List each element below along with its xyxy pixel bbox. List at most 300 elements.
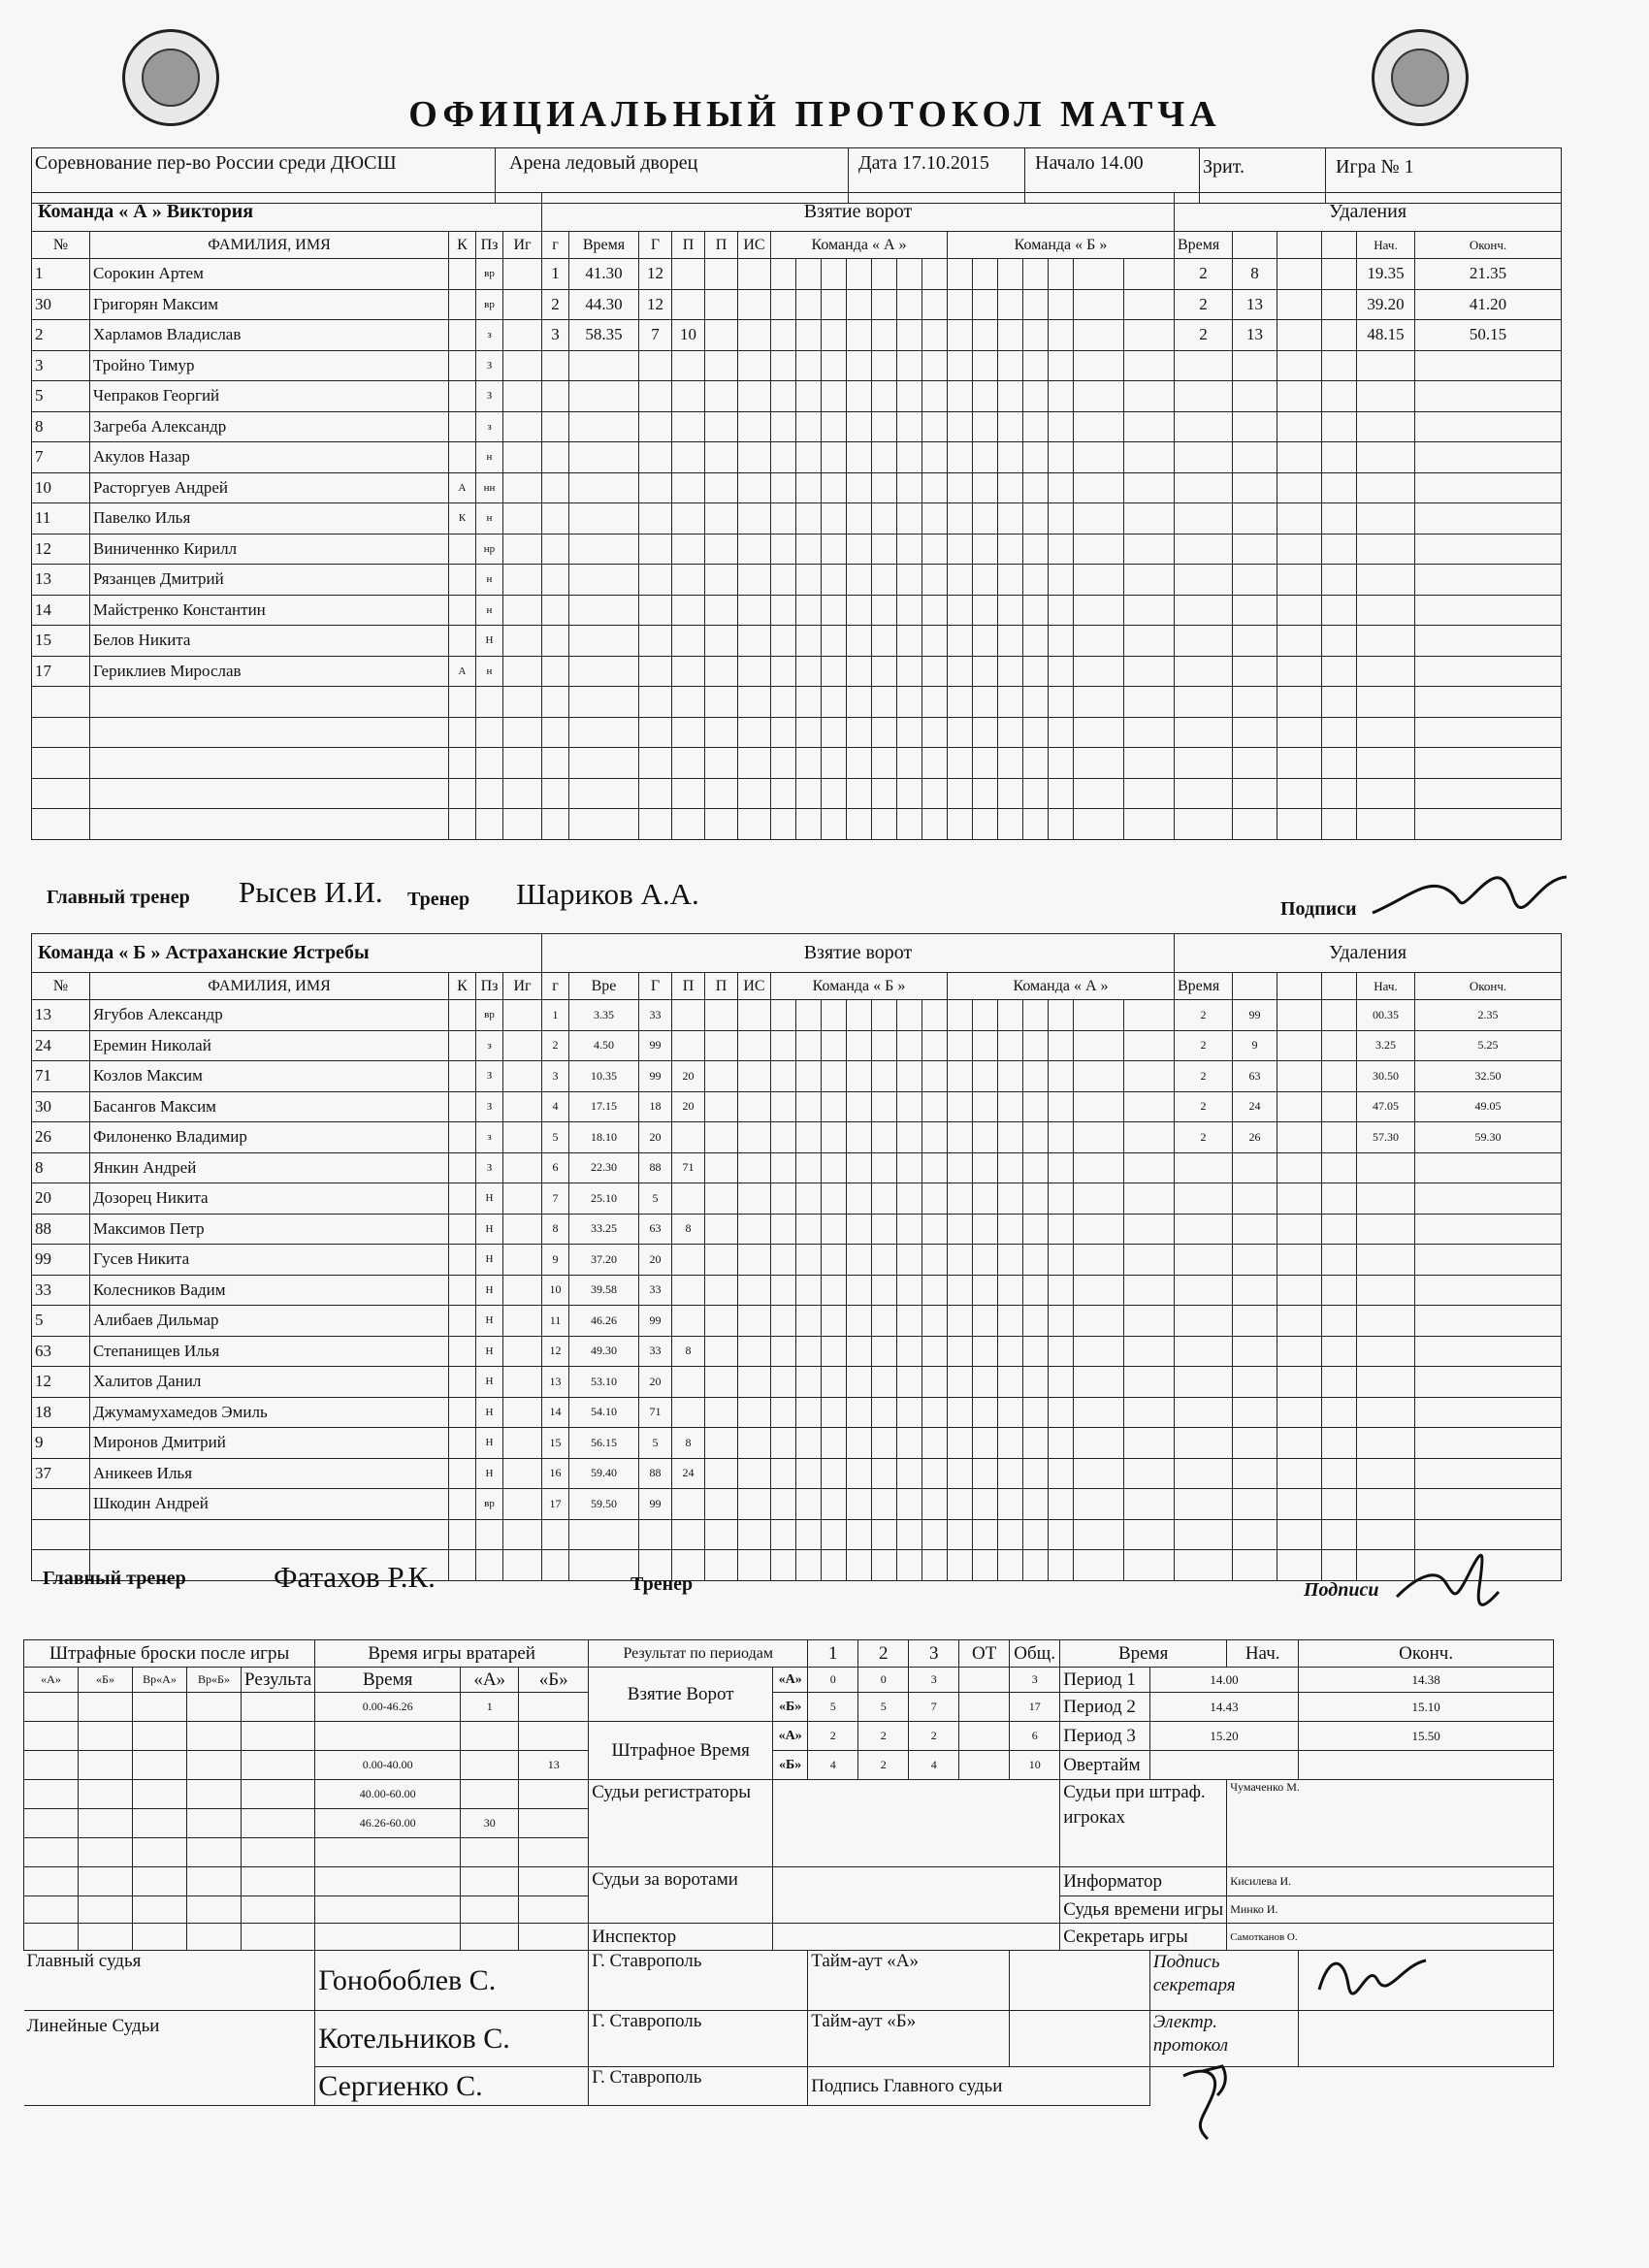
teamA-player-k bbox=[449, 442, 476, 473]
teamB-player-ig bbox=[503, 1183, 542, 1215]
teamA-col-pen-time: Время bbox=[1175, 232, 1233, 259]
teamA-player-num: 15 bbox=[32, 626, 90, 657]
teamB-lineup-cell bbox=[847, 1519, 872, 1550]
teamA-pen-player bbox=[1233, 472, 1277, 503]
teamA-lineup-cell bbox=[1023, 442, 1049, 473]
teamA-lineup-cell bbox=[796, 350, 822, 381]
teamB-player-num bbox=[32, 1519, 90, 1550]
teamA-lineup-cell bbox=[897, 595, 922, 626]
goals-b-label: «Б» bbox=[773, 1693, 808, 1722]
teamA-lineup-cell bbox=[897, 381, 922, 412]
teamB-goal-assist2 bbox=[705, 1519, 738, 1550]
teamA-pen-end bbox=[1415, 381, 1562, 412]
teamA-player-num bbox=[32, 748, 90, 779]
teamA-player-pz: н bbox=[476, 656, 503, 687]
teamB-lineup-cell bbox=[847, 1367, 872, 1398]
teamA-lineup-cell bbox=[847, 595, 872, 626]
teamB-lineup-cell bbox=[796, 1367, 822, 1398]
teamB-goal-is bbox=[738, 1122, 771, 1153]
teamB-lineup-cell bbox=[872, 1061, 897, 1092]
teamB-lineup-cell bbox=[897, 1306, 922, 1337]
teamB-lineup-cell bbox=[1023, 1519, 1049, 1550]
teamB-lineup-cell bbox=[948, 1245, 973, 1276]
teamB-lineup-cell bbox=[973, 1122, 998, 1153]
teamA-player-pz: З bbox=[476, 381, 503, 412]
teamA-col-pz: Пз bbox=[476, 232, 503, 259]
teamA-goal-scorer bbox=[639, 350, 672, 381]
teamB-pen-x bbox=[1277, 1152, 1322, 1183]
teamA-goal-scorer bbox=[639, 595, 672, 626]
teamA-lineup-cell bbox=[1124, 748, 1175, 779]
teamA-goal-time bbox=[569, 472, 639, 503]
teamA-pen-min bbox=[1175, 565, 1233, 596]
teamA-pen-end bbox=[1415, 565, 1562, 596]
teamA-lineup-cell bbox=[1049, 748, 1074, 779]
teamB-lineup-cell bbox=[897, 1397, 922, 1428]
teamB-lineup-cell bbox=[771, 1519, 796, 1550]
teamA-lineup-cell bbox=[1124, 595, 1175, 626]
teamA-goal-time bbox=[569, 411, 639, 442]
teamB-pen-start bbox=[1357, 1214, 1415, 1245]
pen-label: Штрафное Время bbox=[589, 1722, 773, 1780]
teamB-lineup-cell bbox=[1023, 1489, 1049, 1520]
teamB-lineup-cell bbox=[973, 1214, 998, 1245]
teamB-lineup-cell bbox=[1074, 1489, 1124, 1520]
teamB-col-IS: ИС bbox=[738, 973, 771, 1000]
teamA-lineup-cell bbox=[847, 411, 872, 442]
teamB-lineup-cell bbox=[1074, 1458, 1124, 1489]
teamA-lineup-cell bbox=[872, 565, 897, 596]
goals-b-3 bbox=[959, 1693, 1010, 1722]
gk-empty bbox=[519, 1838, 589, 1867]
teamB-goal-assist bbox=[672, 1030, 705, 1061]
pen-a-0: 2 bbox=[808, 1722, 858, 1751]
teamA-player-ig bbox=[503, 809, 542, 840]
teamB-goal-scorer: 33 bbox=[639, 1000, 672, 1031]
teamA-pen-min bbox=[1175, 748, 1233, 779]
teamA-player-k bbox=[449, 626, 476, 657]
teamA-player-ig bbox=[503, 687, 542, 718]
teamA-player-num: 30 bbox=[32, 289, 90, 320]
page-title: ОФИЦИАЛЬНЫЙ ПРОТОКОЛ МАТЧА bbox=[408, 94, 1221, 135]
pen-b-0: 4 bbox=[808, 1751, 858, 1780]
teamB-pen-end bbox=[1415, 1306, 1562, 1337]
goals-b-2: 7 bbox=[909, 1693, 959, 1722]
teamB-pen-x bbox=[1277, 1367, 1322, 1398]
teamB-pen-player bbox=[1233, 1550, 1277, 1581]
teamB-goal-assist2 bbox=[705, 1183, 738, 1215]
main-referee-signature-icon bbox=[1174, 2057, 1242, 2144]
teamA-lineup-cell bbox=[948, 442, 973, 473]
spectators: Зрит. bbox=[1200, 148, 1326, 204]
teamA-player-name: Рязанцев Дмитрий bbox=[90, 565, 449, 596]
start-time: Начало 14.00 bbox=[1025, 148, 1200, 204]
teamB-pen-y bbox=[1322, 1550, 1357, 1581]
teamA-lineup-cell bbox=[922, 778, 948, 809]
teamA-goal-assist bbox=[672, 687, 705, 718]
teamB-player-name: Колесников Вадим bbox=[90, 1275, 449, 1306]
teamA-goal-is bbox=[738, 442, 771, 473]
teamB-player-ig bbox=[503, 1458, 542, 1489]
teamA-goal-num: 3 bbox=[542, 320, 569, 351]
teamB-player-name: Халитов Данил bbox=[90, 1367, 449, 1398]
teamB-goal-time bbox=[569, 1550, 639, 1581]
teamB-goal-is bbox=[738, 1091, 771, 1122]
gk-empty bbox=[315, 1867, 461, 1896]
goalie-time-2: 0.00-40.00 bbox=[315, 1751, 461, 1780]
teamB-lineup-cell bbox=[796, 1336, 822, 1367]
teamA-goal-is bbox=[738, 717, 771, 748]
teamB-lineup-cell bbox=[771, 1245, 796, 1276]
teamA-lineup-cell bbox=[1074, 565, 1124, 596]
shootout-cell bbox=[133, 1751, 187, 1780]
teamA-pen-min bbox=[1175, 656, 1233, 687]
teamA-pen-y bbox=[1322, 687, 1357, 718]
teamB-pen-player bbox=[1233, 1458, 1277, 1489]
teamB-pen-y bbox=[1322, 1397, 1357, 1428]
teamB-player-name: Ягубов Александр bbox=[90, 1000, 449, 1031]
teamA-goal-assist2 bbox=[705, 565, 738, 596]
teamA-player-pz: вр bbox=[476, 259, 503, 290]
teamB-lineup-cell bbox=[771, 1397, 796, 1428]
teamB-lineup-cell bbox=[1023, 1061, 1049, 1092]
teamA-pen-y bbox=[1322, 656, 1357, 687]
teamB-pen-start bbox=[1357, 1489, 1415, 1520]
teamB-player-name: Аникеев Илья bbox=[90, 1458, 449, 1489]
teamB-lineup-cell bbox=[1074, 1397, 1124, 1428]
teamB-lineup-cell bbox=[1074, 1183, 1124, 1215]
teamA-pen-min bbox=[1175, 626, 1233, 657]
teamA-player-pz: вр bbox=[476, 289, 503, 320]
teamB-player-pz: вр bbox=[476, 1000, 503, 1031]
teamB-goal-assist: 71 bbox=[672, 1152, 705, 1183]
teamB-lineup-cell bbox=[771, 1214, 796, 1245]
teamA-player-name: Расторгуев Андрей bbox=[90, 472, 449, 503]
teamA-goal-assist: 10 bbox=[672, 320, 705, 351]
teamB-goal-assist bbox=[672, 1000, 705, 1031]
teamA-lineup-cell bbox=[998, 748, 1023, 779]
teamB-goal-time: 49.30 bbox=[569, 1336, 639, 1367]
overtime-end bbox=[1299, 1751, 1554, 1780]
teamB-pen-end bbox=[1415, 1367, 1562, 1398]
teamA-goal-num bbox=[542, 748, 569, 779]
teamA-goal-num bbox=[542, 565, 569, 596]
teamB-col-pen-x bbox=[1277, 973, 1322, 1000]
teamA-goal-assist bbox=[672, 350, 705, 381]
teamA-player-pz: н bbox=[476, 442, 503, 473]
teamA-lineup-cell bbox=[771, 259, 796, 290]
teamA-lineup-cell bbox=[948, 320, 973, 351]
teamB-lineup-cell bbox=[796, 1152, 822, 1183]
gk-empty bbox=[461, 1924, 519, 1951]
team-a-trainer-label: Тренер bbox=[407, 889, 470, 910]
teamB-col-pen-time: Время bbox=[1175, 973, 1233, 1000]
goalie-b-0 bbox=[519, 1693, 589, 1722]
teamA-pen-min bbox=[1175, 809, 1233, 840]
teamB-player-ig bbox=[503, 1519, 542, 1550]
teamA-player-name: Тройно Тимур bbox=[90, 350, 449, 381]
shootout-cell bbox=[79, 1693, 133, 1722]
teamB-pen-y bbox=[1322, 1245, 1357, 1276]
teamB-lineup-cell bbox=[771, 1122, 796, 1153]
teamA-player-name: Харламов Владислав bbox=[90, 320, 449, 351]
teamB-lineup-cell bbox=[922, 1245, 948, 1276]
teamA-pen-min bbox=[1175, 534, 1233, 565]
linesman-1-name: Котельников С. bbox=[315, 2011, 589, 2067]
teamA-player-ig bbox=[503, 717, 542, 748]
teamA-player-name bbox=[90, 809, 449, 840]
teamA-goal-time bbox=[569, 656, 639, 687]
teamB-pen-x bbox=[1277, 1122, 1322, 1153]
teamB-player-name: Филоненко Владимир bbox=[90, 1122, 449, 1153]
goalie-b-1 bbox=[519, 1722, 589, 1751]
period-3-start: 15.20 bbox=[1149, 1722, 1298, 1751]
teamB-player-pz: З bbox=[476, 1091, 503, 1122]
period-time-col-1: Нач. bbox=[1227, 1640, 1299, 1668]
teamA-player-ig bbox=[503, 442, 542, 473]
teamB-player-pz: з bbox=[476, 1030, 503, 1061]
teamB-goal-time: 54.10 bbox=[569, 1397, 639, 1428]
teamB-lineup-cell bbox=[771, 1061, 796, 1092]
teamA-lineup-cell bbox=[1049, 320, 1074, 351]
teamB-lineup-cell bbox=[922, 1397, 948, 1428]
teamA-lineup-cell bbox=[771, 595, 796, 626]
e-protocol-value bbox=[1299, 2011, 1554, 2067]
teamA-goal-scorer: 12 bbox=[639, 289, 672, 320]
teamB-lineup-cell bbox=[948, 1091, 973, 1122]
teamA-player-ig bbox=[503, 350, 542, 381]
teamB-player-num: 37 bbox=[32, 1458, 90, 1489]
teamB-lineup-cell bbox=[922, 1122, 948, 1153]
teamA-lineup-cell bbox=[922, 717, 948, 748]
teamB-lineup-cell bbox=[847, 1061, 872, 1092]
teamB-pen-min: 2 bbox=[1175, 1091, 1233, 1122]
teamB-pen-player bbox=[1233, 1336, 1277, 1367]
teamB-lineup-cell bbox=[872, 1397, 897, 1428]
teamB-player-name: Шкодин Андрей bbox=[90, 1489, 449, 1520]
teamA-lineup-cell bbox=[897, 565, 922, 596]
teamB-lineup-cell bbox=[948, 1519, 973, 1550]
teamA-goal-scorer: 12 bbox=[639, 259, 672, 290]
teamB-pen-x bbox=[1277, 1550, 1322, 1581]
teamB-lineup-cell bbox=[948, 1550, 973, 1581]
teamA-goal-is bbox=[738, 472, 771, 503]
teamA-pen-x bbox=[1277, 350, 1322, 381]
teamA-pen-player bbox=[1233, 442, 1277, 473]
teamB-lineup-cell bbox=[1124, 1519, 1175, 1550]
teamA-lineup-cell bbox=[796, 809, 822, 840]
teamA-lineup-cell bbox=[922, 411, 948, 442]
teamB-lineup-cell bbox=[948, 1275, 973, 1306]
teamA-goal-time bbox=[569, 381, 639, 412]
teamA-lineup-cell bbox=[973, 687, 998, 718]
teamB-lineup-cell bbox=[771, 1367, 796, 1398]
teamB-lineup-cell bbox=[1023, 1245, 1049, 1276]
teamB-lineup-cell bbox=[998, 1152, 1023, 1183]
teamB-lineup-cell bbox=[922, 1091, 948, 1122]
teamA-goal-time bbox=[569, 748, 639, 779]
teamB-player-num: 33 bbox=[32, 1275, 90, 1306]
teamB-goal-scorer: 18 bbox=[639, 1091, 672, 1122]
teamA-goal-assist bbox=[672, 717, 705, 748]
teamA-lineup-cell bbox=[1049, 717, 1074, 748]
teamA-lineup-cell bbox=[948, 565, 973, 596]
teamB-player-k bbox=[449, 1397, 476, 1428]
teamB-lineup-cell bbox=[822, 1397, 847, 1428]
teamB-lineup-cell bbox=[1049, 1275, 1074, 1306]
teamB-lineup-cell bbox=[973, 1550, 998, 1581]
teamA-lineup-cell bbox=[1124, 717, 1175, 748]
overtime-label: Овертайм bbox=[1060, 1751, 1150, 1780]
teamB-pen-start bbox=[1357, 1275, 1415, 1306]
teamA-lineup-cell bbox=[1074, 381, 1124, 412]
teamA-goal-scorer bbox=[639, 534, 672, 565]
teamA-lineup-cell bbox=[897, 809, 922, 840]
teamA-lineup-cell bbox=[897, 442, 922, 473]
teamA-pen-start bbox=[1357, 687, 1415, 718]
teamB-goal-scorer: 99 bbox=[639, 1306, 672, 1337]
teamA-lineup-cell bbox=[796, 320, 822, 351]
teamA-col-num: № bbox=[32, 232, 90, 259]
teamB-pen-player bbox=[1233, 1183, 1277, 1215]
teamA-goal-num bbox=[542, 503, 569, 535]
teamA-player-k bbox=[449, 717, 476, 748]
teamA-lineup-cell bbox=[822, 442, 847, 473]
teamA-pen-player bbox=[1233, 748, 1277, 779]
main-referee-name: Гонобоблев С. bbox=[315, 1951, 589, 2011]
teamB-pen-min bbox=[1175, 1183, 1233, 1215]
teamB-lineup-cell bbox=[796, 1397, 822, 1428]
teamA-goal-scorer bbox=[639, 442, 672, 473]
period-col-0: 1 bbox=[808, 1640, 858, 1668]
teamA-pen-start bbox=[1357, 503, 1415, 535]
teamA-pen-x bbox=[1277, 717, 1322, 748]
teamA-lineup-cell bbox=[973, 503, 998, 535]
teamA-goal-time bbox=[569, 778, 639, 809]
teamA-lineup-cell bbox=[1023, 717, 1049, 748]
teamA-lineup-cell bbox=[1074, 595, 1124, 626]
team-b-coach: Фатахов Р.К. bbox=[274, 1560, 436, 1594]
teamB-lineup-cell bbox=[1049, 1306, 1074, 1337]
teamA-col-IS: ИС bbox=[738, 232, 771, 259]
teamA-player-name: Акулов Назар bbox=[90, 442, 449, 473]
teamB-goal-assist bbox=[672, 1367, 705, 1398]
teamA-lineup-cell bbox=[872, 626, 897, 657]
teamA-goal-is bbox=[738, 656, 771, 687]
teamA-lineup-cell bbox=[1074, 259, 1124, 290]
teamB-lineup-cell bbox=[872, 1183, 897, 1215]
shootout-cell bbox=[242, 1780, 315, 1809]
teamA-lineup-cell bbox=[822, 381, 847, 412]
teamA-goal-time bbox=[569, 809, 639, 840]
teamA-lineup-cell bbox=[872, 778, 897, 809]
teamA-lineup-cell bbox=[922, 472, 948, 503]
teamA-lineup-cell bbox=[822, 717, 847, 748]
pen-b-4: 10 bbox=[1010, 1751, 1060, 1780]
teamA-player-ig bbox=[503, 381, 542, 412]
teamB-player-num: 30 bbox=[32, 1091, 90, 1122]
teamB-goals-title: Взятие ворот bbox=[542, 934, 1175, 973]
federation-logo-left bbox=[122, 29, 219, 126]
teamA-player-k bbox=[449, 778, 476, 809]
teamA-goal-is bbox=[738, 748, 771, 779]
teamB-col-g: г bbox=[542, 973, 569, 1000]
teamB-lineup-cell bbox=[1074, 1367, 1124, 1398]
teamB-lineup-cell bbox=[1124, 1245, 1175, 1276]
teamA-pen-y bbox=[1322, 809, 1357, 840]
team-a-signature-icon bbox=[1368, 859, 1571, 927]
teamA-lineup-cell bbox=[1074, 411, 1124, 442]
teamB-pen-min bbox=[1175, 1152, 1233, 1183]
teamA-col-ig: Иг bbox=[503, 232, 542, 259]
teamA-pen-start bbox=[1357, 534, 1415, 565]
teamB-pen-min: 2 bbox=[1175, 1122, 1233, 1153]
teamA-lineup-cell bbox=[796, 289, 822, 320]
teamA-lineup-cell bbox=[897, 687, 922, 718]
teamB-pen-end bbox=[1415, 1519, 1562, 1550]
teamA-player-k bbox=[449, 289, 476, 320]
teamB-lineup-cell bbox=[922, 1214, 948, 1245]
teamA-pen-end bbox=[1415, 626, 1562, 657]
teamB-pen-y bbox=[1322, 1152, 1357, 1183]
teamB-player-num: 71 bbox=[32, 1061, 90, 1092]
teamA-lineup-cell bbox=[998, 717, 1023, 748]
teamB-pen-x bbox=[1277, 1091, 1322, 1122]
teamB-lineup-cell bbox=[1023, 1550, 1049, 1581]
teamB-lineup-cell bbox=[1023, 1152, 1049, 1183]
teamA-lineup-cell bbox=[796, 565, 822, 596]
teamA-pen-player bbox=[1233, 626, 1277, 657]
teamB-goal-assist2 bbox=[705, 1030, 738, 1061]
shootout-cell bbox=[133, 1924, 187, 1951]
teamA-lineup-cell bbox=[771, 503, 796, 535]
teamA-lineup-cell bbox=[1124, 687, 1175, 718]
teamB-goal-is bbox=[738, 1245, 771, 1276]
teamA-pen-min bbox=[1175, 717, 1233, 748]
pen-a-1: 2 bbox=[858, 1722, 909, 1751]
teamA-lineup-cell bbox=[897, 320, 922, 351]
teamA-goal-assist bbox=[672, 289, 705, 320]
teamA-goal-assist bbox=[672, 595, 705, 626]
teamA-lineup-cell bbox=[1074, 320, 1124, 351]
teamA-pen-player bbox=[1233, 411, 1277, 442]
teamA-lineup-cell bbox=[948, 350, 973, 381]
teamA-lineup-cell bbox=[796, 687, 822, 718]
teamB-player-pz: Н bbox=[476, 1367, 503, 1398]
teamA-lineup-cell bbox=[922, 503, 948, 535]
teamB-player-k bbox=[449, 1122, 476, 1153]
teamA-pen-end bbox=[1415, 442, 1562, 473]
shootout-cell bbox=[187, 1809, 242, 1838]
teamA-player-num: 2 bbox=[32, 320, 90, 351]
teamB-goal-assist2 bbox=[705, 1000, 738, 1031]
teamB-goal-is bbox=[738, 1550, 771, 1581]
teamB-lineup-cell bbox=[847, 1428, 872, 1459]
teamB-goal-scorer: 20 bbox=[639, 1245, 672, 1276]
teamB-lineup-cell bbox=[1124, 1397, 1175, 1428]
teamA-lineup-cell bbox=[847, 503, 872, 535]
teamB-lineup-cell bbox=[998, 1519, 1023, 1550]
teamA-lineup-cell bbox=[771, 289, 796, 320]
teamA-player-ig bbox=[503, 411, 542, 442]
teamB-pen-start: 47.05 bbox=[1357, 1091, 1415, 1122]
goalie-time-4: 46.26-60.00 bbox=[315, 1809, 461, 1838]
teamB-lineup-cell bbox=[897, 1152, 922, 1183]
teamB-player-k bbox=[449, 1306, 476, 1337]
shootout-cell bbox=[242, 1896, 315, 1924]
teamA-lineup-cell bbox=[948, 595, 973, 626]
teamB-lineup-cell bbox=[948, 1458, 973, 1489]
